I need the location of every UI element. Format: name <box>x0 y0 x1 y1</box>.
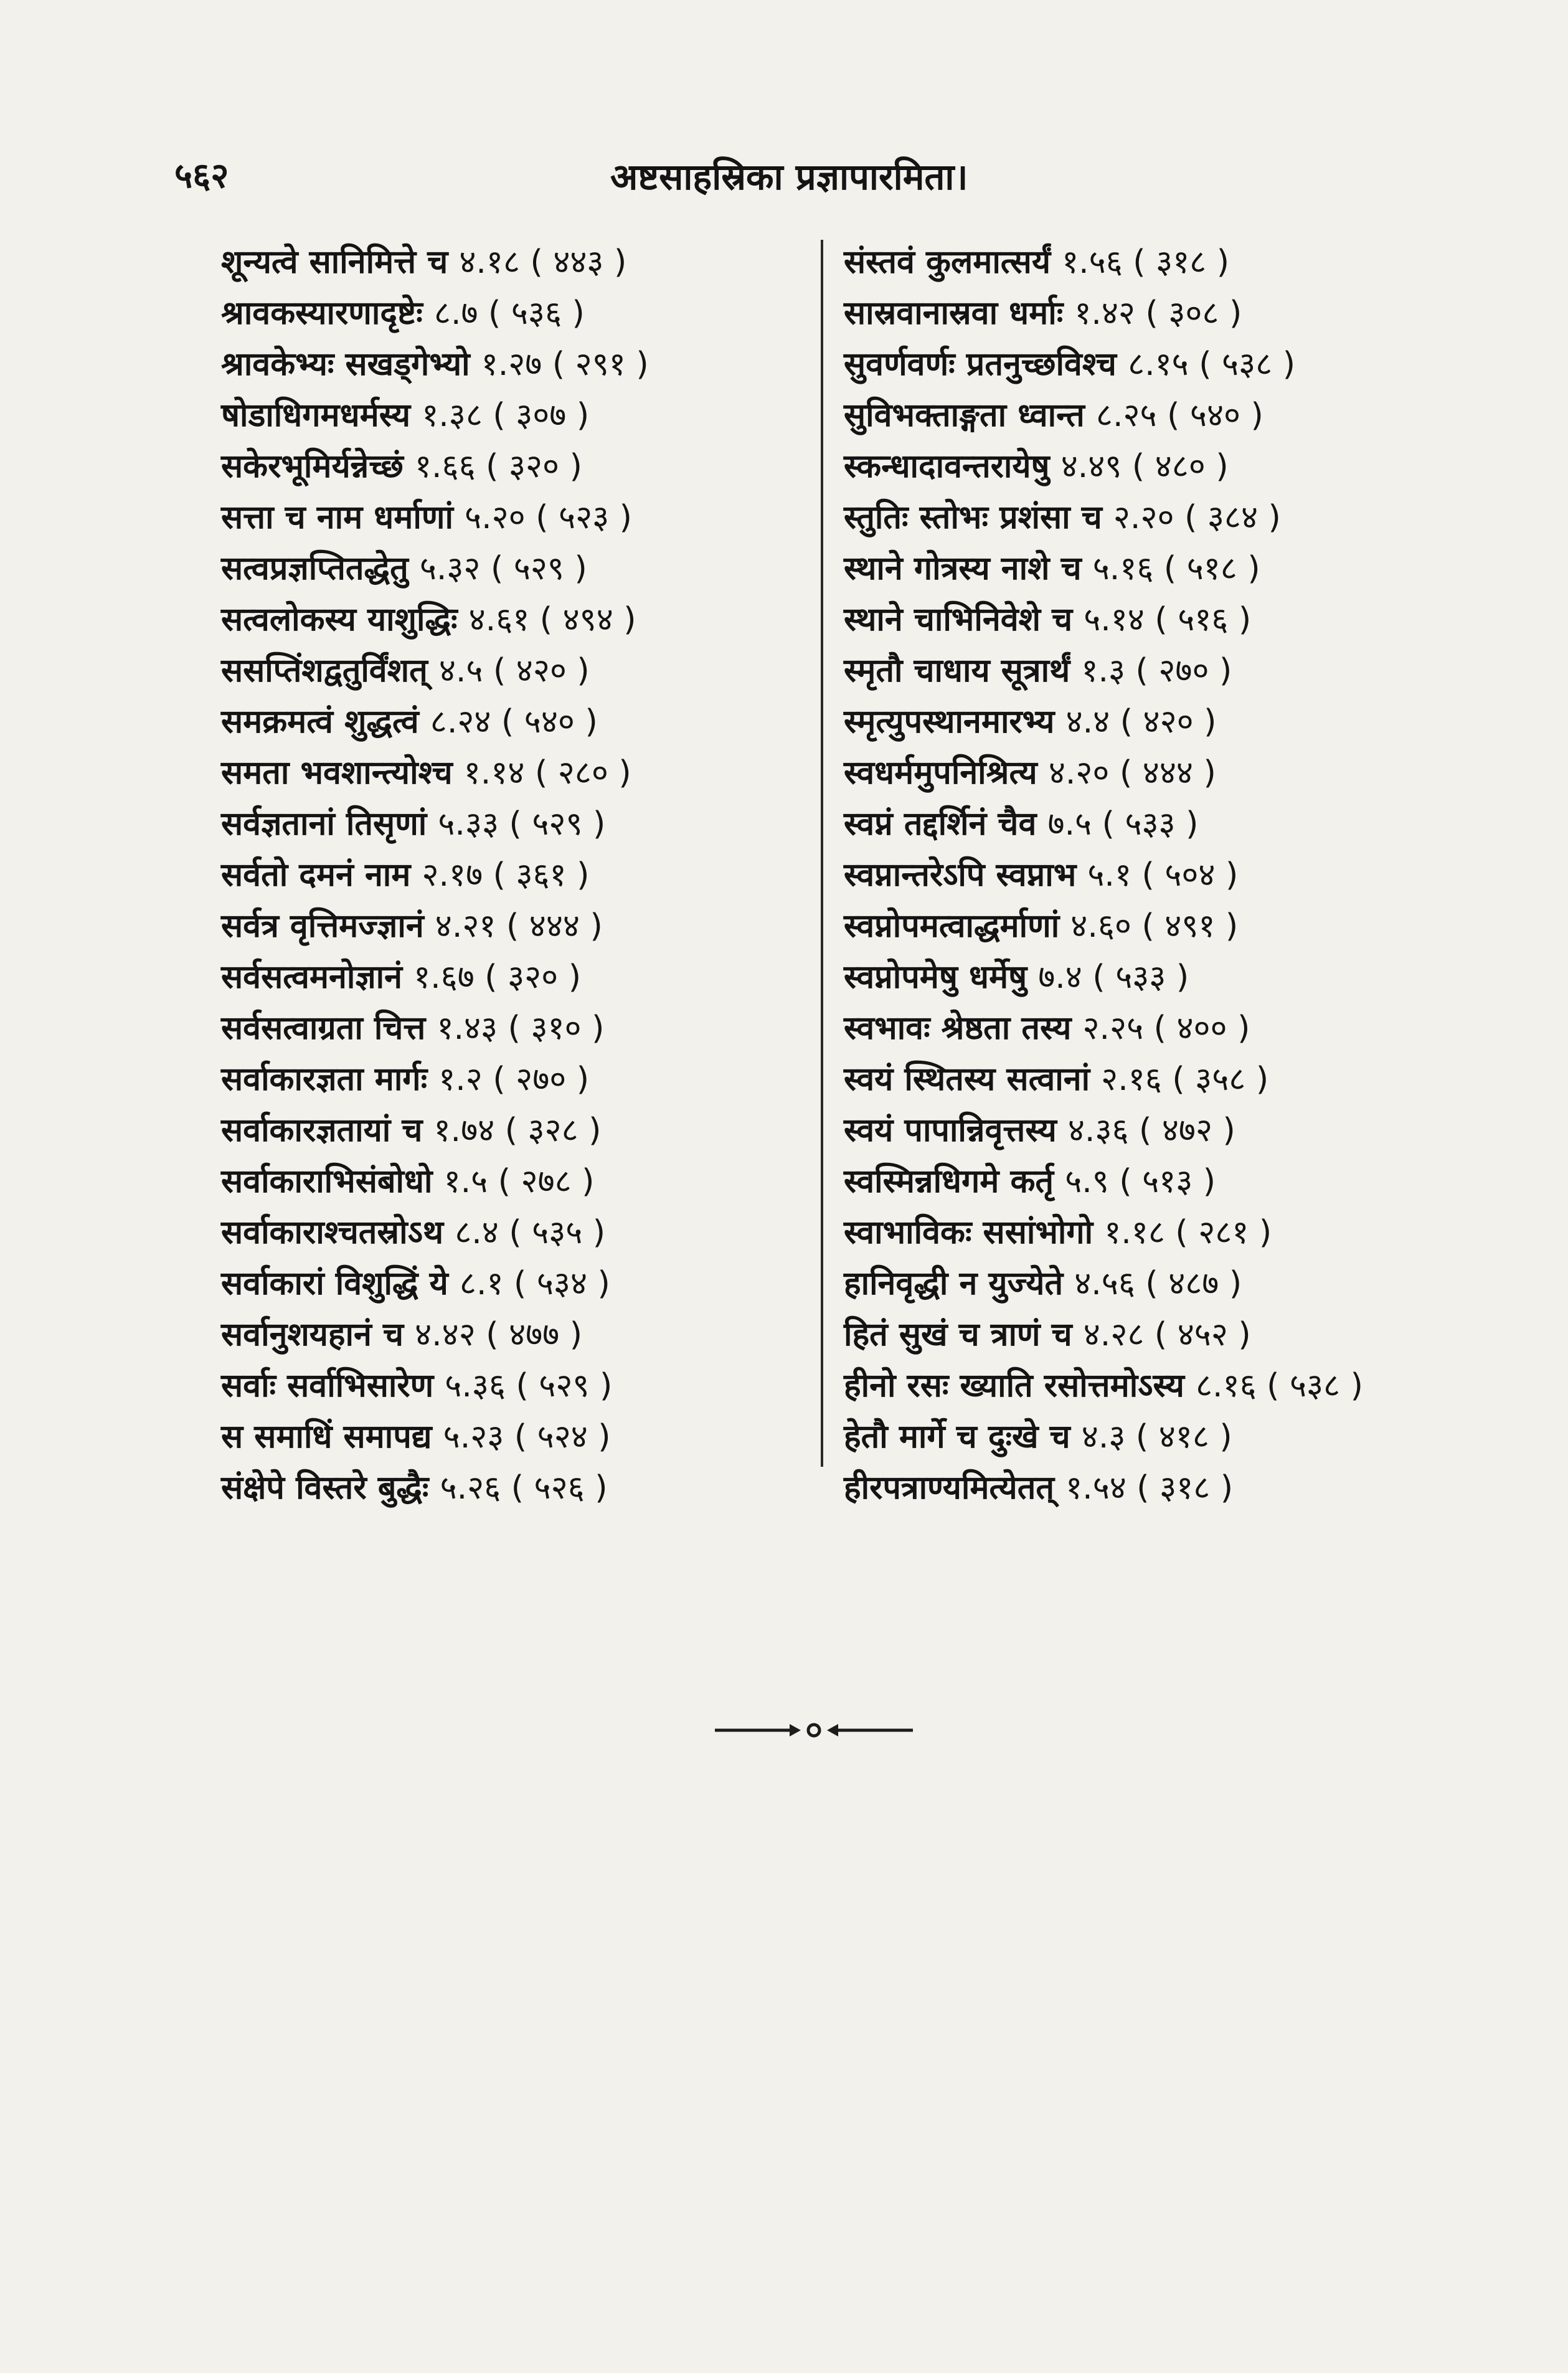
verse-reference: ५.१६ ( ५१८ ) <box>1092 550 1260 587</box>
verse-text: समता भवशान्त्योश्च <box>221 754 453 792</box>
index-entry <box>844 1411 1466 1462</box>
verse-reference: १.६७ ( ३२० ) <box>413 959 582 996</box>
verse-reference: ५.९ ( ५१३ ) <box>1065 1163 1216 1200</box>
verse-text: सर्वानुशयहानं च <box>221 1316 404 1353</box>
verse-text: सर्वाकारज्ञतायां च <box>221 1112 423 1149</box>
verse-text: सर्वाकारां विशुद्धिं ये <box>221 1265 448 1302</box>
running-title: अष्टसाहस्रिका प्रज्ञापारमिता। <box>610 156 968 198</box>
verse-text: सर्वाः सर्वाभिसारेण <box>221 1367 434 1404</box>
index-entry <box>221 543 806 594</box>
index-entry <box>221 901 806 952</box>
index-entry <box>221 645 806 696</box>
verse-text: स्वप्नोपमेषु धर्मेषु <box>844 959 1027 996</box>
verse-text: स्वप्नोपमत्वाद्धर्माणां <box>844 907 1060 945</box>
verse-reference: १.५ ( २७८ ) <box>443 1163 595 1200</box>
index-entry <box>221 1360 806 1411</box>
verse-reference: ४.३ ( ४१८ ) <box>1081 1418 1232 1456</box>
index-entry <box>844 1156 1466 1207</box>
index-entry <box>844 1258 1466 1309</box>
verse-text: हीरपत्राण्यमित्येतत् <box>844 1469 1055 1507</box>
verse-text: ससप्तिंशद्वतुर्विंशत् <box>221 652 428 689</box>
verse-text: स्वयं स्थितस्य सत्वानां <box>844 1061 1090 1098</box>
index-entry <box>221 747 806 798</box>
verse-reference: ७.४ ( ५३३ ) <box>1038 959 1189 996</box>
verse-reference: ४.२८ ( ४५२ ) <box>1083 1316 1251 1353</box>
index-entry <box>844 1003 1466 1054</box>
verse-reference: ४.६१ ( ४९४ ) <box>468 601 636 638</box>
verse-reference: ४.४ ( ४२० ) <box>1065 703 1217 741</box>
index-entry <box>221 441 806 492</box>
verse-text: स्कन्धादावन्तरायेषु <box>844 448 1050 485</box>
verse-reference: ५.२३ ( ५२४ ) <box>443 1418 611 1456</box>
verse-text: स्वभावः श्रेष्ठता तस्य <box>844 1010 1072 1047</box>
verse-reference: ८.१६ ( ५३८ ) <box>1195 1367 1363 1404</box>
verse-reference: ५.३२ ( ५२९ ) <box>419 550 587 587</box>
verse-text: श्रावकस्यारणादृष्टेः <box>221 295 423 332</box>
verse-reference: ७.५ ( ५३३ ) <box>1047 805 1199 843</box>
verse-text: स्तुतिः स्तोभः प्रशंसा च <box>844 499 1102 536</box>
index-entry <box>221 1105 806 1156</box>
verse-reference: ५.१ ( ५०४ ) <box>1087 856 1239 894</box>
verse-text: सर्वसत्वमनोज्ञानं <box>221 959 402 996</box>
verse-reference: २.२५ ( ४०० ) <box>1082 1010 1250 1047</box>
verse-text: सर्वज्ञतानां तिसृणां <box>221 805 427 843</box>
verse-reference: ४.२१ ( ४४४ ) <box>435 907 603 945</box>
verse-text: संस्तवं कुलमात्सर्यं <box>844 244 1051 281</box>
verse-reference: १.५४ ( ३१८ ) <box>1065 1469 1234 1507</box>
verse-text: स्वस्मिन्नधिगमे कर्तृ <box>844 1163 1054 1200</box>
verse-reference: २.१७ ( ३६१ ) <box>422 856 590 894</box>
verse-text: सर्वाकारज्ञता मार्गः <box>221 1061 428 1098</box>
verse-text: षोडाधिगमधर्मस्य <box>221 397 411 434</box>
verse-text: स्थाने गोत्रस्य नाशे च <box>844 550 1082 587</box>
verse-reference: ४.३६ ( ४७२ ) <box>1067 1112 1235 1149</box>
verse-text: सर्वतो दमनं नाम <box>221 856 411 894</box>
verse-reference: ५.३३ ( ५२९ ) <box>438 805 606 843</box>
index-entry <box>221 850 806 901</box>
index-entry <box>221 952 806 1003</box>
verse-text: सकेरभूमिर्यन्नेच्छं <box>221 448 404 485</box>
verse-text: सर्वसत्वाग्रता चित्त <box>221 1010 426 1047</box>
right-index-column <box>844 237 1466 1513</box>
verse-text: सत्वप्रज्ञप्तितद्धेतु <box>221 550 409 587</box>
index-entry <box>221 237 806 288</box>
verse-reference: ८.२५ ( ५४० ) <box>1095 397 1263 434</box>
verse-text: शून्यत्वे सानिमित्ते च <box>221 244 448 281</box>
verse-text: हेतौ मार्गे च दुःखे च <box>844 1418 1070 1456</box>
index-entry <box>844 1360 1466 1411</box>
verse-text: स्वधर्ममुपनिश्रित्य <box>844 754 1037 792</box>
verse-text: सास्रवानास्रवा धर्माः <box>844 295 1064 332</box>
verse-reference: ४.६० ( ४९१ ) <box>1070 907 1239 945</box>
index-entry <box>844 492 1466 543</box>
index-entry <box>844 594 1466 645</box>
index-entry <box>844 1105 1466 1156</box>
index-entry <box>844 441 1466 492</box>
verse-reference: ८.१ ( ५३४ ) <box>459 1265 610 1302</box>
verse-text: हानिवृद्धी न युज्येते <box>844 1265 1064 1302</box>
verse-reference: ५.३६ ( ५२९ ) <box>445 1367 613 1404</box>
index-entry <box>221 798 806 850</box>
index-entry <box>221 1411 806 1462</box>
index-entry <box>844 952 1466 1003</box>
index-entry <box>844 1309 1466 1360</box>
index-entry <box>844 645 1466 696</box>
index-entry <box>844 288 1466 339</box>
verse-text: सर्वत्र वृत्तिमज्ज्ञानं <box>221 907 424 945</box>
verse-reference: ८.४ ( ५३५ ) <box>455 1214 606 1251</box>
verse-text: सुवर्णवर्णः प्रतनुच्छविश्च <box>844 346 1117 383</box>
index-entry <box>844 747 1466 798</box>
verse-reference: १.१८ ( २८१ ) <box>1104 1214 1272 1251</box>
verse-text: स्मृतौ चाधाय सूत्रार्थं <box>844 652 1070 689</box>
verse-reference: १.५६ ( ३१८ ) <box>1062 244 1230 281</box>
verse-reference: १.३ ( २७० ) <box>1081 652 1232 689</box>
verse-text: सर्वाकाराश्चतस्रोऽथ <box>221 1214 444 1251</box>
verse-reference: ८.२४ ( ५४० ) <box>430 703 598 741</box>
index-entry <box>221 1003 806 1054</box>
index-entry <box>844 1462 1466 1513</box>
end-ornament-icon <box>715 1719 913 1741</box>
verse-reference: २.२० ( ३८४ ) <box>1113 499 1281 536</box>
verse-text: श्रावकेभ्यः सखड्गेभ्यो <box>221 346 470 383</box>
verse-text: स्वाभाविकः ससांभोगो <box>844 1214 1093 1251</box>
verse-reference: १.२ ( २७० ) <box>438 1061 590 1098</box>
verse-reference: ५.२६ ( ५२६ ) <box>440 1469 608 1507</box>
verse-reference: ४.१८ ( ४४३ ) <box>459 244 627 281</box>
column-divider <box>821 240 823 1467</box>
verse-text: स्वप्नं तद्दर्शिनं चैव <box>844 805 1037 843</box>
verse-reference: ४.४९ ( ४८० ) <box>1060 448 1229 485</box>
verse-reference: ८.१५ ( ५३८ ) <box>1128 346 1295 383</box>
index-entry <box>221 339 806 390</box>
verse-reference: ५.१४ ( ५१६ ) <box>1084 601 1252 638</box>
verse-reference: ८.७ ( ५३६ ) <box>433 295 585 332</box>
verse-reference: ४.२० ( ४४४ ) <box>1048 754 1216 792</box>
index-entry <box>221 1207 806 1258</box>
verse-reference: ५.२० ( ५२३ ) <box>465 499 632 536</box>
verse-text: हीनो रसः ख्याति रसोत्तमोऽस्य <box>844 1367 1184 1404</box>
verse-reference: १.३८ ( ३०७ ) <box>422 397 590 434</box>
index-entry <box>221 696 806 747</box>
page-number: ५६२ <box>174 156 229 196</box>
verse-reference: ४.४२ ( ४७७ ) <box>415 1316 583 1353</box>
index-entry <box>221 288 806 339</box>
verse-text: सर्वाकाराभिसंबोधो <box>221 1163 433 1200</box>
index-entry <box>221 594 806 645</box>
verse-text: स्मृत्युपस्थानमारभ्य <box>844 703 1055 741</box>
verse-text: स्वप्नान्तरेऽपि स्वप्नाभ <box>844 856 1077 894</box>
index-entry <box>844 1207 1466 1258</box>
verse-reference: १.६६ ( ३२० ) <box>414 448 582 485</box>
verse-reference: १.४२ ( ३०८ ) <box>1074 295 1242 332</box>
verse-text: सुविभक्ताङ्गता ध्वान्त <box>844 397 1085 434</box>
left-index-column <box>221 237 806 1513</box>
index-entry <box>844 696 1466 747</box>
verse-reference: १.२७ ( २९१ ) <box>481 346 649 383</box>
index-entry <box>844 543 1466 594</box>
verse-text: सत्ता च नाम धर्माणां <box>221 499 453 536</box>
verse-text: संक्षेपे विस्तरे बुद्धैः <box>221 1469 429 1507</box>
index-entry <box>844 339 1466 390</box>
index-entry <box>221 1258 806 1309</box>
verse-text: सत्वलोकस्य याशुद्धिः <box>221 601 458 638</box>
index-entry <box>221 1054 806 1105</box>
index-entry <box>221 1156 806 1207</box>
index-entry <box>844 237 1466 288</box>
verse-text: हितं सुखं च त्राणं च <box>844 1316 1072 1353</box>
index-entry <box>221 492 806 543</box>
verse-text: स्वयं पापान्निवृत्तस्य <box>844 1112 1057 1149</box>
index-entry <box>844 798 1466 850</box>
index-entry <box>221 1309 806 1360</box>
verse-reference: १.७४ ( ३२८ ) <box>433 1112 602 1149</box>
index-entry <box>221 1462 806 1513</box>
index-entry <box>844 850 1466 901</box>
index-entry <box>844 390 1466 441</box>
index-entry <box>221 390 806 441</box>
verse-text: स समाधिं समापद्य <box>221 1418 432 1456</box>
index-entry <box>844 901 1466 952</box>
verse-text: समक्रमत्वं शुद्धत्वं <box>221 703 419 741</box>
verse-reference: १.४३ ( ३१० ) <box>437 1010 605 1047</box>
verse-reference: १.१४ ( २८० ) <box>463 754 631 792</box>
index-entry <box>844 1054 1466 1105</box>
verse-reference: ४.५ ( ४२० ) <box>438 652 590 689</box>
verse-text: स्थाने चाभिनिवेशे च <box>844 601 1073 638</box>
verse-reference: २.१६ ( ३५८ ) <box>1101 1061 1269 1098</box>
verse-reference: ४.५६ ( ४८७ ) <box>1074 1265 1242 1302</box>
